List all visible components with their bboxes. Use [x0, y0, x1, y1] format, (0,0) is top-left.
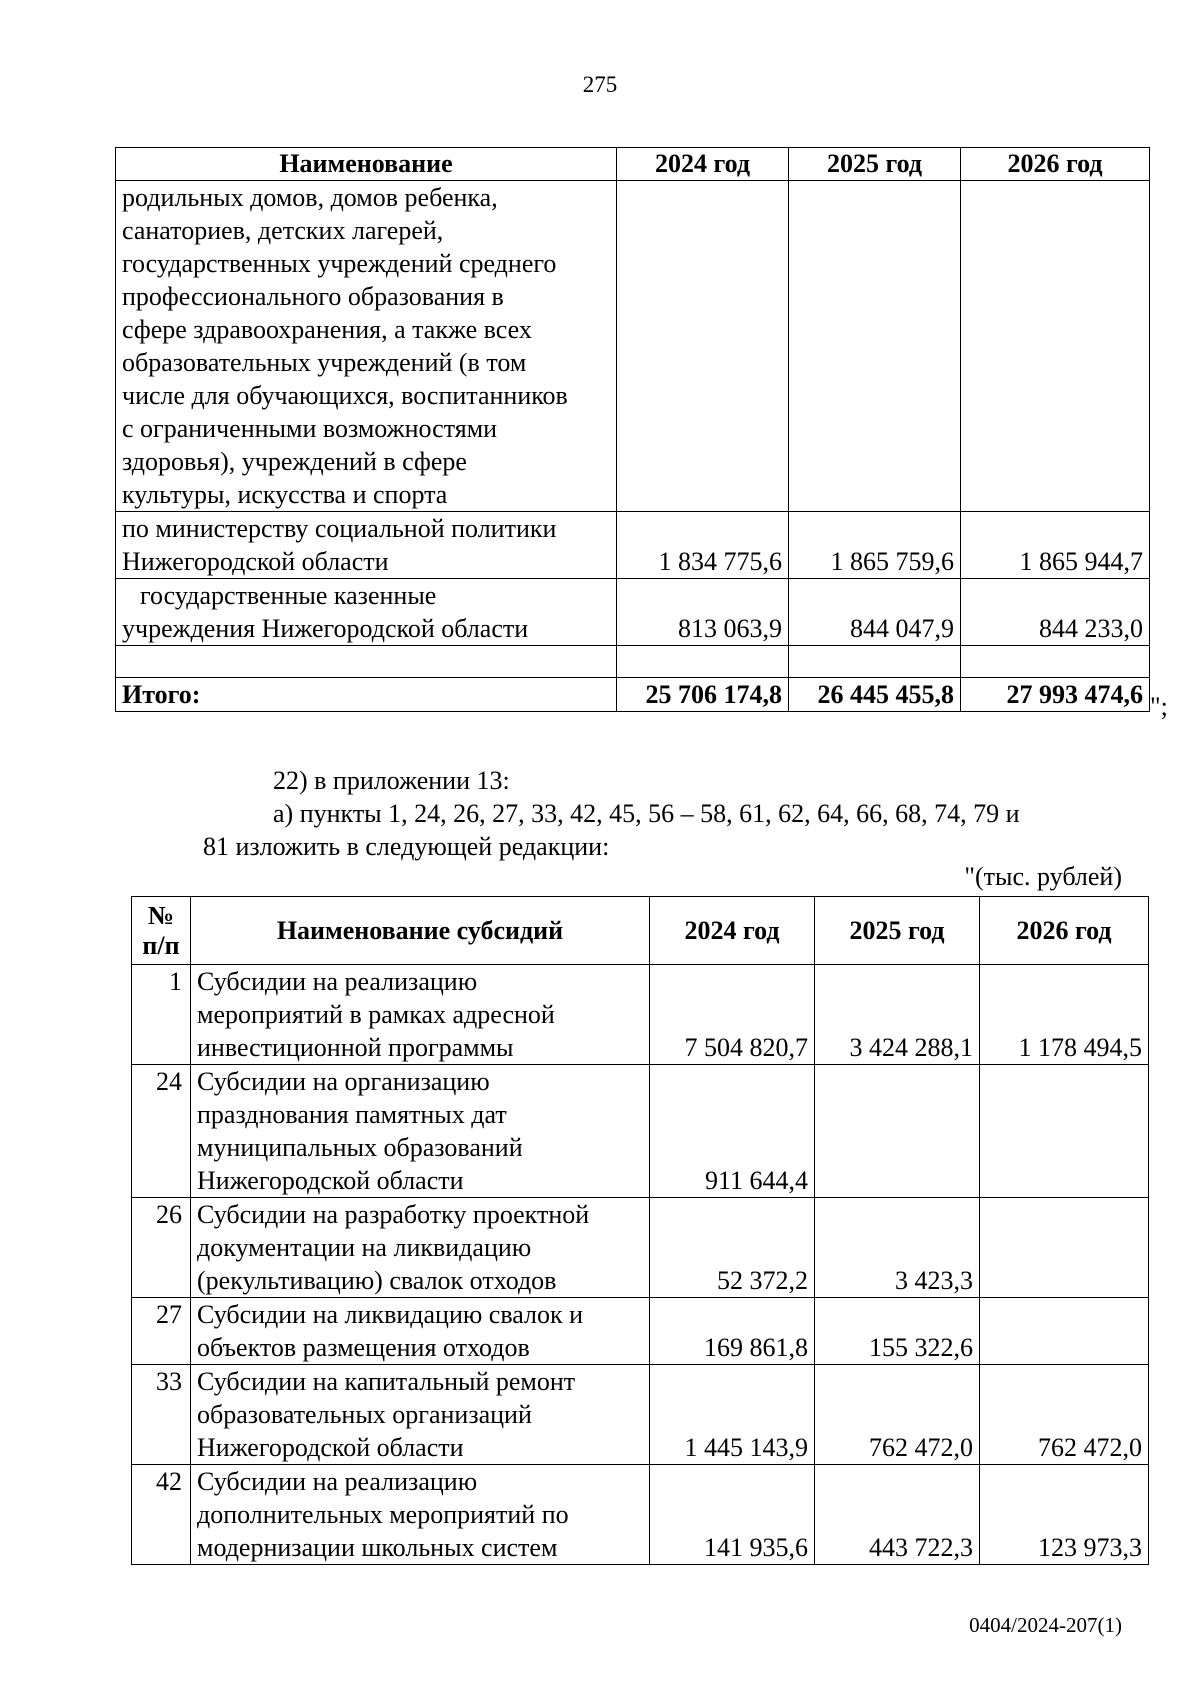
text-line: здоровья), учреждений в сфере [122, 447, 467, 476]
header-number [132, 897, 191, 965]
header-2025: 2025 год [815, 897, 980, 965]
row-number: 27 [132, 1298, 191, 1365]
text-line: Нижегородской области [122, 547, 389, 576]
table-row [132, 1365, 1149, 1465]
header-number-line1: № [147, 900, 175, 930]
total-2025: 26 445 455,8 [789, 678, 961, 712]
subsidy-name [191, 1465, 650, 1565]
header-name: Наименование [116, 148, 617, 181]
table-row [116, 181, 1150, 512]
text-line: Субсидии на разработку проектной [197, 1200, 590, 1229]
empty-cell [789, 181, 961, 512]
text-line: Субсидии на капитальный ремонт [197, 1367, 576, 1396]
row-number: 26 [132, 1198, 191, 1298]
text-line: образовательных организаций [197, 1400, 532, 1429]
continuation-text [116, 181, 617, 512]
total-row [116, 678, 1150, 712]
value-2024: 1 834 775,6 [617, 512, 789, 579]
unit-label: "(тыс. рублей) [964, 862, 1122, 891]
paragraph-item-22: 22) в приложении 13: [273, 766, 510, 795]
subsidy-name [191, 965, 650, 1065]
value-2025: 443 722,3 [815, 1465, 980, 1565]
empty-cell [116, 646, 617, 678]
table-row [132, 1465, 1149, 1565]
value-2026: 762 472,0 [980, 1365, 1149, 1465]
value-2025: 3 424 288,1 [815, 965, 980, 1065]
value-2024: 813 063,9 [617, 579, 789, 646]
text-line: числе для обучающихся, воспитанников [122, 381, 568, 410]
text-line: учреждения Нижегородской области [122, 614, 529, 643]
value-2024: 1 445 143,9 [650, 1365, 815, 1465]
value-2025: 844 047,9 [789, 579, 961, 646]
row-number: 33 [132, 1365, 191, 1465]
total-2024: 25 706 174,8 [617, 678, 789, 712]
subsidy-name [191, 1198, 650, 1298]
text-line: сфере здравоохранения, а также всех [122, 315, 532, 344]
text-line: по министерству социальной политики [122, 514, 557, 543]
row-number: 1 [132, 965, 191, 1065]
value-2026: 844 233,0 [961, 579, 1150, 646]
text-line: Нижегородской области [197, 1433, 464, 1462]
text-line: Субсидии на организацию [197, 1067, 490, 1096]
text-line: документации на ликвидацию [197, 1233, 532, 1262]
value-2026: 123 973,3 [980, 1465, 1149, 1565]
empty-cell [617, 646, 789, 678]
row-name [116, 579, 617, 646]
value-2024: 141 935,6 [650, 1465, 815, 1565]
table-row [132, 1198, 1149, 1298]
row-name [116, 512, 617, 579]
value-2025: 1 865 759,6 [789, 512, 961, 579]
text-line: санаториев, детских лагерей, [122, 216, 444, 245]
text-line: инвестиционной программы [197, 1033, 514, 1062]
value-2025: 155 322,6 [815, 1298, 980, 1365]
value-2026 [980, 1298, 1149, 1365]
text-line: дополнительных мероприятий по [197, 1500, 569, 1529]
closing-quote: "; [1150, 692, 1168, 721]
empty-cell [789, 646, 961, 678]
page-number: 275 [582, 72, 618, 97]
text-line: (рекультивацию) свалок отходов [197, 1266, 557, 1295]
text-line: муниципальных образований [197, 1133, 523, 1162]
value-2026 [980, 1198, 1149, 1298]
value-2025 [815, 1065, 980, 1198]
table-subsidies [131, 896, 1149, 1565]
text-line: объектов размещения отходов [197, 1333, 530, 1362]
header-2024: 2024 год [617, 148, 789, 181]
row-number: 42 [132, 1465, 191, 1565]
table-header-row [116, 148, 1150, 181]
value-2026: 1 865 944,7 [961, 512, 1150, 579]
subsidy-name [191, 1065, 650, 1198]
value-2025: 3 423,3 [815, 1198, 980, 1298]
header-2026: 2026 год [961, 148, 1150, 181]
subsidy-name [191, 1298, 650, 1365]
table-row [116, 512, 1150, 579]
value-2024: 7 504 820,7 [650, 965, 815, 1065]
table-row-empty [116, 646, 1150, 678]
value-2024: 52 372,2 [650, 1198, 815, 1298]
text-line: модернизации школьных систем [197, 1533, 558, 1562]
header-number-line2: п/п [142, 930, 180, 960]
text-line: с ограниченными возможностями [122, 414, 498, 443]
table-header-row [132, 897, 1149, 965]
text-line: государственные казенные [140, 581, 437, 610]
header-2025: 2025 год [789, 148, 961, 181]
paragraph-subitem-a: а) пункты 1, 24, 26, 27, 33, 42, 45, 56 – 58, 61, 62, 64, 66, 68, 74, 79 и [273, 799, 1020, 828]
paragraph-subitem-a-continued: 81 изложить в следующей редакции: [203, 832, 610, 861]
text-line: Субсидии на ликвидацию свалок и [197, 1300, 584, 1329]
table-row [132, 1298, 1149, 1365]
text-line: профессионального образования в [122, 282, 504, 311]
value-2024: 169 861,8 [650, 1298, 815, 1365]
total-label: Итого: [116, 678, 617, 712]
subsidy-rows [132, 965, 1149, 1565]
text-line: родильных домов, домов ребенка, [122, 183, 498, 212]
row-number: 24 [132, 1065, 191, 1198]
table-row [132, 1065, 1149, 1198]
total-2026: 27 993 474,6 [961, 678, 1150, 712]
text-line: Нижегородской области [197, 1166, 464, 1195]
value-2026: 1 178 494,5 [980, 965, 1149, 1065]
empty-cell [617, 181, 789, 512]
value-2024: 911 644,4 [650, 1065, 815, 1198]
document-code: 0404/2024-207(1) [969, 1613, 1122, 1637]
text-line: государственных учреждений среднего [122, 249, 557, 278]
header-subsidy-name: Наименование субсидий [191, 897, 650, 965]
table-row [116, 579, 1150, 646]
text-line: мероприятий в рамках адресной [197, 1000, 555, 1029]
text-line: Субсидии на реализацию [197, 1467, 478, 1496]
subsidy-name [191, 1365, 650, 1465]
value-2025: 762 472,0 [815, 1365, 980, 1465]
header-2026: 2026 год [980, 897, 1149, 965]
text-line: культуры, искусства и спорта [122, 480, 448, 509]
value-2026 [980, 1065, 1149, 1198]
table-row [132, 965, 1149, 1065]
empty-cell [961, 646, 1150, 678]
header-2024: 2024 год [650, 897, 815, 965]
empty-cell [961, 181, 1150, 512]
text-line: Субсидии на реализацию [197, 967, 478, 996]
table-expenditures-continued [115, 147, 1150, 712]
text-line: празднования памятных дат [197, 1100, 507, 1129]
text-line: образовательных учреждений (в том [122, 348, 527, 377]
